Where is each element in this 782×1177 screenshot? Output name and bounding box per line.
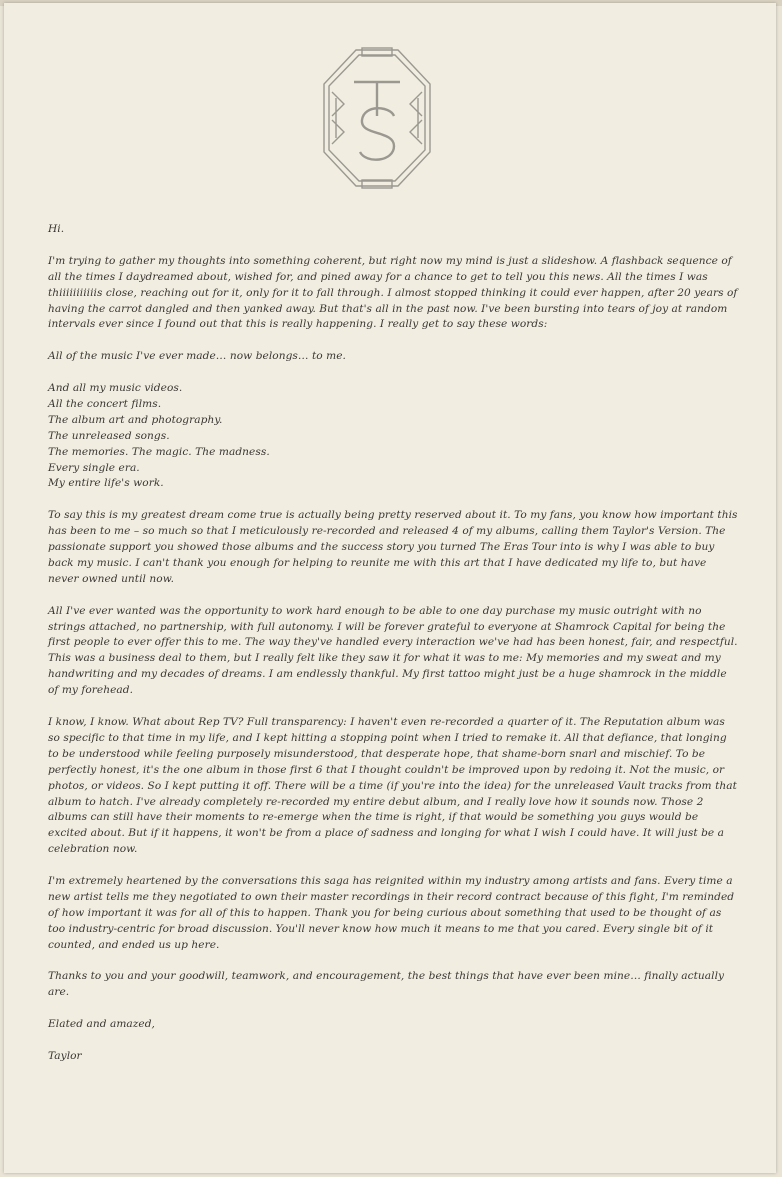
letter-greeting: Hi.	[48, 223, 65, 235]
letter-paragraph-5: I know, I know. What about Rep TV? Full transparency: I haven't even re-recorded a quarter of it. The Reputation album was so specific to that time in my life, and I kept hitting a stopping point when I tried to remake it. All that defiance, that longing to be understood while feeling purposely misunderstood, that desperate hope, that shame-born snarl and mischief. To be perfectly honest, it's the one album in those first 6 that I thought couldn't be improved upon by redoing it. Not the music, or photos, or videos. So I kept putting it off. There will be a time (if you're into the idea) for the unreleased Vault tracks from that album to hatch. I've already completely re-recorded my entire debut album, and I really love how it sounds now. Those 2 albums can still have their moments to re-emerge when the time is right, if that would be something you guys would be excited about. But if it happens, it won't be from a place of sadness and longing for what I wish I could have. It will just be a celebration now.	[48, 716, 737, 856]
letter-paragraph-1: I'm trying to gather my thoughts into something coherent, but right now my mind is just a slideshow. A flashback sequence of all the times I daydreamed about, wished for, and pined away for a chance to get to tell you this news. All the times I was thiiiiiiiiiiis close, reaching out for it, only for it to fall through. I almost stopped thinking it could ever happen, after 20 years of having the carrot dangled and then yanked away. But that's all in the past now. I've been bursting into tears of joy at random intervals ever since I found out that this is really happening. I really get to say these words:	[48, 254, 738, 331]
letter-list-item: The unreleased songs.	[48, 429, 170, 442]
letter-list-item: Every single era.	[48, 461, 140, 474]
letter-paragraph-3: To say this is my greatest dream come true is actually being pretty reserved about it. To my fans, you know how important this has been to me – so much so that I meticulously re-recorded and released 4 of my albums, calling them Taylor's Version. The passionate support you showed those albums and the success story you turned The Eras Tour into is why I was able to buy back my music. I can't thank you enough for helping to reunite me with this art that I have dedicated my life to, but have never owned until now.	[48, 509, 738, 585]
letter-paragraph-4: All I've ever wanted was the opportunity to work hard enough to be able to one day purchase my music outright with no strings attached, no partnership, with full autonomy. I will be forever grateful to everyone at Shamrock Capital for being the first people to ever offer this to me. The way they've handled every interaction we've had has been honest, fair, and respectful. This was a business deal to them, but I really felt like they saw it for what it was to me: My memories and my sweat and my handwriting and my decades of dreams. I am endlessly thankful. My first tattoo might just be a huge shamrock in the middle of my forehead.	[48, 604, 738, 697]
letter-paragraph-2: All of the music I've ever made… now belongs… to me.	[48, 350, 346, 363]
letter-list	[48, 381, 738, 492]
letter-list-item: The album art and photography.	[48, 413, 223, 426]
letter-closing: Elated and amazed,	[48, 1018, 155, 1031]
letter-paragraph-7: Thanks to you and your goodwill, teamwork, and encouragement, the best things that have ever been mine… finally actually are.	[48, 970, 725, 999]
letter-list-item: My entire life's work.	[48, 477, 164, 490]
letter-list-item: The memories. The magic. The madness.	[48, 445, 270, 458]
letter-list-item: All the concert films.	[48, 397, 162, 410]
ts-monogram-logo	[318, 46, 436, 190]
letter-signature: Taylor	[48, 1049, 82, 1062]
letter-paragraph-6: I'm extremely heartened by the conversations this saga has reignited within my industry among artists and fans. Every time a new artist tells me they negotiated to own their master recordings in their record contract because of this fight, I'm reminded of how important it was for all of this to happen. Thank you for being curious about something that used to be thought of as too industry-centric for broad discussion. You'll never know how much it means to me that you cared. Every single bit of it counted, and ended us up here.	[48, 875, 735, 951]
letter-list-item: And all my music videos.	[48, 382, 183, 395]
letter-body	[48, 222, 738, 1081]
